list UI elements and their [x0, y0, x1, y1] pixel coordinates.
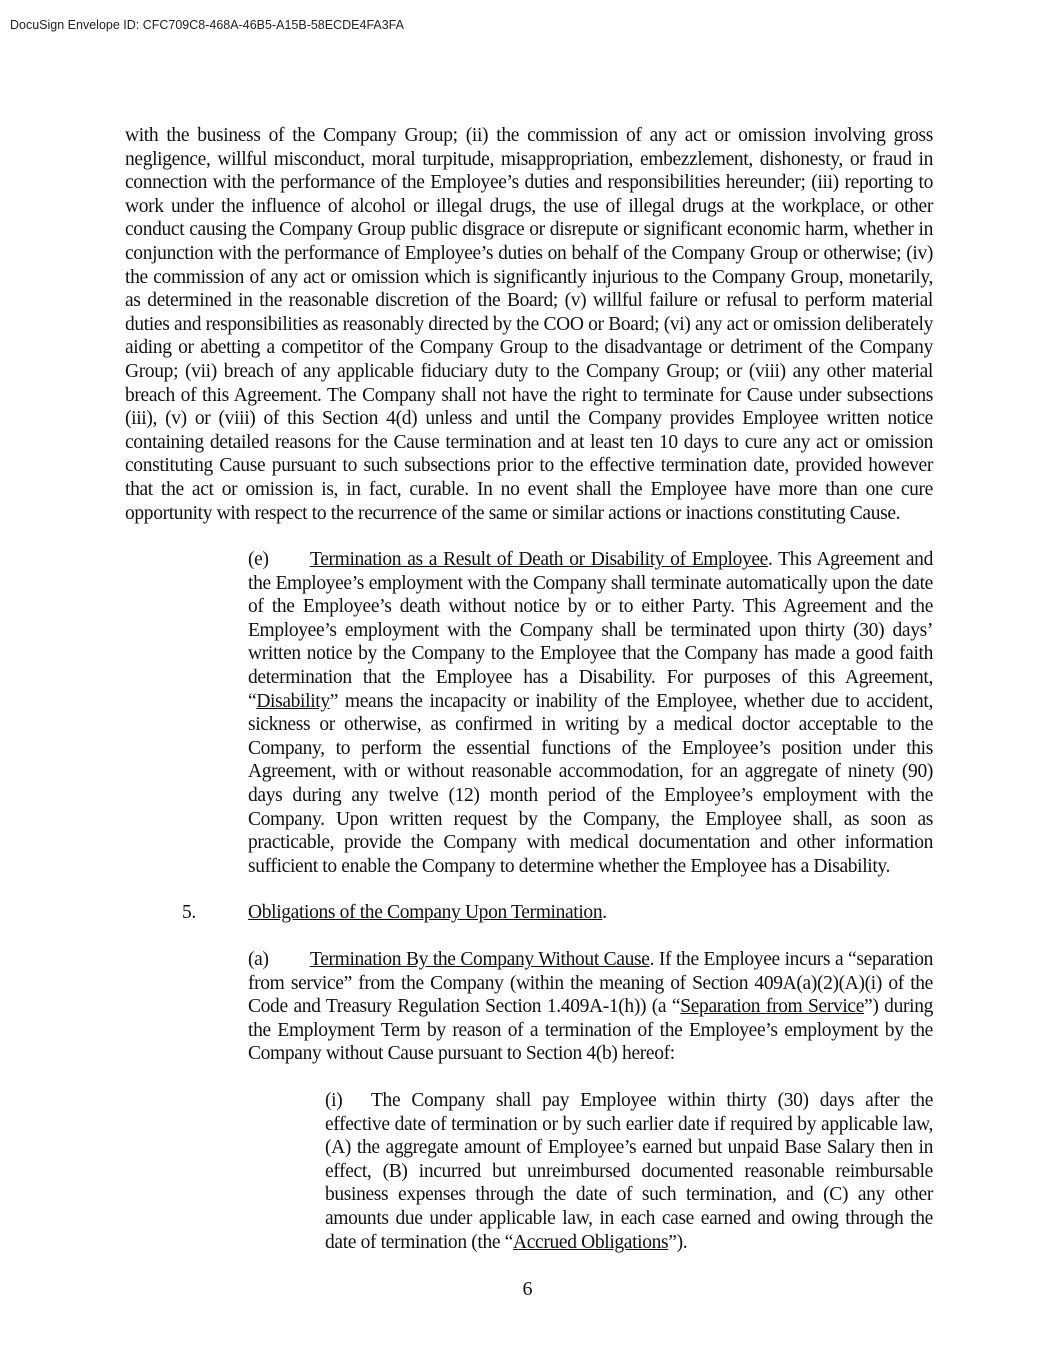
- section-5-label: 5.: [182, 902, 196, 924]
- defined-term-accrued-obligations: Accrued Obligations: [513, 1231, 669, 1253]
- section-5a-text-2: ”) during the Employment Term by reason of a termination of the Employee’s employment by the Company without Cause pursuant to Section 4(b) hereof:: [248, 996, 933, 1065]
- section-5-trail: .: [602, 902, 607, 924]
- section-5a-heading: Termination By the Company Without Cause: [310, 949, 650, 970]
- section-5a-i-text-2: ”).: [668, 1231, 688, 1253]
- section-5-heading: Obligations of the Company Upon Termination: [248, 902, 603, 924]
- section-4e-heading: Termination as a Result of Death or Disability of Employee: [310, 549, 768, 571]
- defined-term-disability: Disability: [256, 690, 330, 712]
- section-5a-text-1: . If the Employee incurs a “separation from service” from the Company (within the meaning of Section 409A(a)(2)(A)(i) of the Code and Treasury Regulation Section 1.409A-1(h)) (a “: [248, 949, 933, 1018]
- section-5a-i-label: (i): [325, 1089, 343, 1111]
- section-5a-label: (a): [248, 949, 269, 970]
- section-4e-text-2: ” means the incapacity or inability of the Employee, whether due to accident, sickness or otherwise, as confirmed in writing by a medical doctor acceptable to the Company, to perform the essential functions of the Employee’s position under this Agreement, with or without reasonable accommodation, for an aggregate of ninety (90) days during any twelve (12) month period of the Employee’s employment with the Company. Upon written request by the Company, the Employee shall, as soon as practicable, provide the Company with medical documentation and other information sufficient to enable the Company to determine whether the Employee has a Disability.: [248, 690, 933, 877]
- page-number: 6: [522, 1278, 533, 1300]
- section-5a-i-paragraph: [125, 1089, 933, 1254]
- document-page: [125, 124, 933, 1254]
- section-5-heading-line: [125, 901, 933, 925]
- defined-term-separation-from-service: Separation from Service: [680, 996, 865, 1018]
- section-5a-paragraph: [125, 948, 933, 1066]
- section-4e-label: (e): [248, 549, 269, 571]
- section-5a-i-text-1: The Company shall pay Employee within thirty (30) days after the effective date of termination or by such earlier date if required by applicable law, (A) the aggregate amount of Employee’s earned but unpaid Base Salary then in effect, (B) incurred but unreimbursed documented reasonable reimbursable business expenses through the date of such termination, and (C) any other amounts due under applicable law, in each case earned and owing through the date of termination (the “: [325, 1089, 933, 1253]
- docusign-envelope-id: DocuSign Envelope ID: CFC709C8-468A-46B5-A15B-58ECDE4FA3FA: [10, 18, 404, 32]
- cause-definition-continuation: with the business of the Company Group; (ii) the commission of any act or omission involving gross negligence, willful misconduct, moral turpitude, misappropriation, embezzlement, dishonesty, or fraud in connection with the performance of the Employee’s duties and responsibilities hereunder; (iii) reporting to work under the influence of alcohol or illegal drugs, the use of illegal drugs at the workplace, or other conduct causing the Company Group public disgrace or disrepute or significant economic harm, whether in conjunction with the performance of Employee’s duties on behalf of the Company Group or otherwise; (iv) the commission of any act or omission which is significantly injurious to the Company Group, monetarily, as determined in the reasonable discretion of the Board; (v) willful failure or refusal to perform material duties and responsibilities as reasonably directed by the COO or Board; (vi) any act or omission deliberately aiding or abetting a competitor of the Company Group to the disadvantage or detriment of the Company Group; (vii) breach of any applicable fiduciary duty to the Company Group; or (viii) any other material breach of this Agreement. The Company shall not have the right to terminate for Cause under subsections (iii), (v) or (viii) of this Section 4(d) unless and until the Company provides Employee written notice containing detailed reasons for the Cause termination and at least ten 10 days to cure any act or omission constituting Cause pursuant to such subsections prior to the effective termination date, provided however that the act or omission is, in fact, curable. In no event shall the Employee have more than one cure opportunity with respect to the recurrence of the same or similar actions or inactions constituting Cause.: [125, 125, 933, 524]
- section-4e-text-1: . This Agreement and the Employee’s employment with the Company shall terminate automatically upon the date of the Employee’s death without notice by or to either Party. This Agreement and the Employee’s employment with the Company shall be terminated upon thirty (30) days’ written notice by the Company to the Employee that the Company has made a good faith determination that the Employee has a Disability. For purposes of this Agreement, “: [248, 549, 933, 712]
- section-4e-paragraph: [125, 548, 933, 878]
